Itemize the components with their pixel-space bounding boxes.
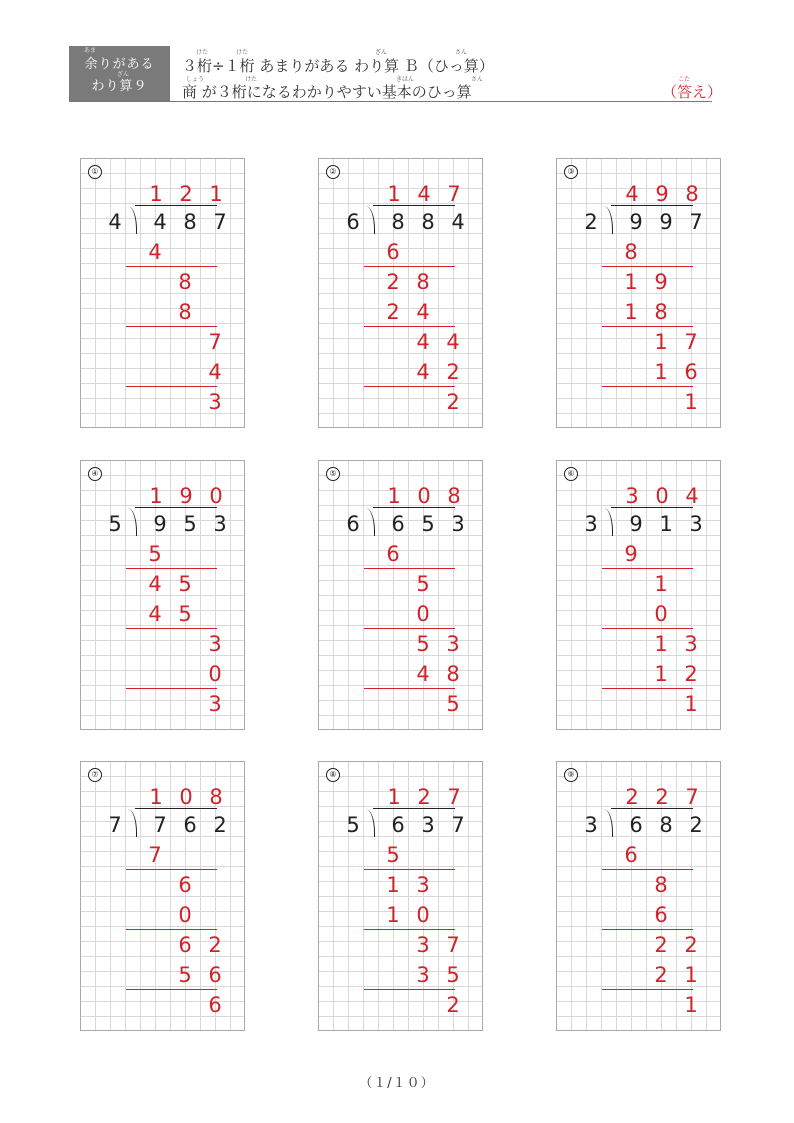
worksheet-title: ３桁÷１桁 あまりがある わり算 Ｂ（ひっ算） xyxy=(182,57,494,75)
dividend-digit: 2 xyxy=(689,813,703,837)
quotient-digit: 4 xyxy=(625,182,639,206)
subtraction-line xyxy=(364,989,455,990)
division-overline xyxy=(373,507,455,508)
problem-5 xyxy=(318,460,483,730)
title-ruby-zan: ざん xyxy=(375,49,388,56)
work-digit: 1 xyxy=(654,360,668,384)
work-digit: 8 xyxy=(624,240,638,264)
dividend-digit: 6 xyxy=(391,512,405,536)
work-digit: 5 xyxy=(386,843,400,867)
work-digit: 2 xyxy=(446,993,460,1017)
work-digit: 4 xyxy=(446,330,460,354)
work-digit: 5 xyxy=(416,572,430,596)
work-digit: 7 xyxy=(208,330,222,354)
divisor: 6 xyxy=(346,210,360,234)
work-digit: 4 xyxy=(148,572,162,596)
subtitle-ruby-san: さん xyxy=(471,76,484,83)
quotient-digit: 0 xyxy=(179,785,193,809)
worksheet-subtitle: 商 が３桁になるわかりやすい基本のひっ算 xyxy=(182,83,472,101)
dividend-digit: 7 xyxy=(689,210,703,234)
work-digit: 2 xyxy=(654,933,668,957)
problem-number: ④ xyxy=(88,467,102,481)
work-digit: 7 xyxy=(684,330,698,354)
quotient-digit: 1 xyxy=(209,182,223,206)
work-digit: 2 xyxy=(654,963,668,987)
quotient-digit: 9 xyxy=(179,484,193,508)
subtraction-line xyxy=(364,326,455,327)
dividend-digit: 8 xyxy=(391,210,405,234)
work-digit: 6 xyxy=(654,903,668,927)
work-digit: 5 xyxy=(178,572,192,596)
problem-number: ⑥ xyxy=(564,467,578,481)
quotient-digit: 1 xyxy=(387,182,401,206)
problem-3 xyxy=(556,158,721,428)
problem-7 xyxy=(80,761,245,1031)
subtraction-line xyxy=(126,568,217,569)
dividend-digit: 7 xyxy=(451,813,465,837)
work-digit: 2 xyxy=(386,270,400,294)
work-digit: 6 xyxy=(684,360,698,384)
subtitle-ruby-kihon: きほん xyxy=(396,76,415,83)
division-overline xyxy=(611,808,693,809)
work-digit: 2 xyxy=(446,360,460,384)
answer-ruby-kota: こた xyxy=(678,76,691,83)
dividend-digit: 5 xyxy=(421,512,435,536)
work-digit: 8 xyxy=(654,873,668,897)
work-digit: 1 xyxy=(654,632,668,656)
quotient-digit: 1 xyxy=(387,785,401,809)
dividend-digit: 9 xyxy=(629,210,643,234)
division-bracket xyxy=(604,206,613,234)
subtraction-line xyxy=(602,929,693,930)
title-ruby-keta-2: けた xyxy=(236,49,249,56)
badge-ruby-zan: ざん xyxy=(117,71,130,78)
work-digit: 4 xyxy=(416,300,430,324)
work-digit: 1 xyxy=(386,903,400,927)
work-digit: 0 xyxy=(416,602,430,626)
subtraction-line xyxy=(126,628,217,629)
problem-number: ① xyxy=(88,165,102,179)
problem-4 xyxy=(80,460,245,730)
work-digit: 3 xyxy=(684,632,698,656)
work-digit: 8 xyxy=(416,270,430,294)
work-digit: 5 xyxy=(178,963,192,987)
work-digit: 1 xyxy=(684,390,698,414)
quotient-digit: 7 xyxy=(685,785,699,809)
division-overline xyxy=(135,808,217,809)
quotient-digit: 0 xyxy=(417,484,431,508)
problem-number: ⑨ xyxy=(564,768,578,782)
work-digit: 3 xyxy=(208,632,222,656)
work-digit: 1 xyxy=(386,873,400,897)
work-digit: 5 xyxy=(148,542,162,566)
dividend-digit: 9 xyxy=(629,512,643,536)
work-digit: 8 xyxy=(178,270,192,294)
division-bracket xyxy=(128,809,137,837)
work-digit: 0 xyxy=(416,903,430,927)
dividend-digit: 9 xyxy=(153,512,167,536)
subtitle-ruby-keta: けた xyxy=(245,76,258,83)
work-digit: 0 xyxy=(654,602,668,626)
subtraction-line xyxy=(364,628,455,629)
subtraction-line xyxy=(602,989,693,990)
work-digit: 8 xyxy=(654,300,668,324)
work-digit: 3 xyxy=(416,933,430,957)
work-digit: 4 xyxy=(208,360,222,384)
work-digit: 4 xyxy=(148,602,162,626)
subtraction-line xyxy=(126,989,217,990)
work-digit: 1 xyxy=(684,963,698,987)
quotient-digit: 9 xyxy=(655,182,669,206)
subtraction-line xyxy=(364,568,455,569)
division-bracket xyxy=(604,508,613,536)
problem-9 xyxy=(556,761,721,1031)
work-digit: 9 xyxy=(654,270,668,294)
problem-number: ⑦ xyxy=(88,768,102,782)
division-overline xyxy=(611,507,693,508)
divisor: 4 xyxy=(108,210,122,234)
quotient-digit: 8 xyxy=(685,182,699,206)
subtraction-line xyxy=(364,386,455,387)
work-digit: 0 xyxy=(178,903,192,927)
dividend-digit: 5 xyxy=(183,512,197,536)
division-overline xyxy=(611,205,693,206)
work-digit: 2 xyxy=(684,933,698,957)
divisor: 3 xyxy=(584,813,598,837)
header-rule xyxy=(69,101,712,102)
dividend-digit: 8 xyxy=(659,813,673,837)
dividend-digit: 4 xyxy=(451,210,465,234)
division-bracket xyxy=(128,508,137,536)
problem-1 xyxy=(80,158,245,428)
problem-number: ② xyxy=(326,165,340,179)
work-digit: 5 xyxy=(416,632,430,656)
dividend-digit: 7 xyxy=(153,813,167,837)
work-digit: 3 xyxy=(208,390,222,414)
work-digit: 7 xyxy=(148,843,162,867)
division-overline xyxy=(373,205,455,206)
quotient-digit: 1 xyxy=(149,182,163,206)
work-digit: 2 xyxy=(684,662,698,686)
work-digit: 1 xyxy=(684,692,698,716)
dividend-digit: 8 xyxy=(183,210,197,234)
quotient-digit: 2 xyxy=(179,182,193,206)
work-digit: 6 xyxy=(178,933,192,957)
work-digit: 3 xyxy=(446,632,460,656)
division-overline xyxy=(135,205,217,206)
quotient-digit: 2 xyxy=(625,785,639,809)
work-digit: 4 xyxy=(416,662,430,686)
divisor: 7 xyxy=(108,813,122,837)
quotient-digit: 1 xyxy=(149,484,163,508)
work-digit: 6 xyxy=(386,240,400,264)
divisor: 5 xyxy=(346,813,360,837)
work-digit: 6 xyxy=(178,873,192,897)
work-digit: 5 xyxy=(178,602,192,626)
work-digit: 2 xyxy=(386,300,400,324)
subtraction-line xyxy=(126,386,217,387)
work-digit: 8 xyxy=(446,662,460,686)
work-digit: 1 xyxy=(654,330,668,354)
problem-2 xyxy=(318,158,483,428)
subtraction-line xyxy=(364,266,455,267)
work-digit: 1 xyxy=(654,662,668,686)
work-digit: 6 xyxy=(208,963,222,987)
work-digit: 3 xyxy=(416,873,430,897)
quotient-digit: 2 xyxy=(417,785,431,809)
work-digit: 3 xyxy=(208,692,222,716)
subtraction-line xyxy=(602,386,693,387)
work-digit: 8 xyxy=(178,300,192,324)
problem-number: ③ xyxy=(564,165,578,179)
work-digit: 7 xyxy=(446,933,460,957)
subtitle-ruby-shou: しょう xyxy=(186,76,205,83)
dividend-digit: 3 xyxy=(213,512,227,536)
work-digit: 5 xyxy=(446,692,460,716)
work-digit: 9 xyxy=(624,542,638,566)
work-digit: 3 xyxy=(416,963,430,987)
work-digit: 6 xyxy=(624,843,638,867)
badge-line-1: 余りがある xyxy=(84,57,155,72)
work-digit: 1 xyxy=(654,572,668,596)
subtraction-line xyxy=(126,869,217,870)
work-digit: 0 xyxy=(208,662,222,686)
division-bracket xyxy=(366,206,375,234)
division-bracket xyxy=(604,809,613,837)
work-digit: 1 xyxy=(684,993,698,1017)
subtraction-line xyxy=(126,929,217,930)
dividend-digit: 9 xyxy=(659,210,673,234)
subtraction-line xyxy=(602,568,693,569)
quotient-digit: 2 xyxy=(655,785,669,809)
subtraction-line xyxy=(602,869,693,870)
dividend-digit: 2 xyxy=(213,813,227,837)
work-digit: 1 xyxy=(624,300,638,324)
problem-number: ⑧ xyxy=(326,768,340,782)
subtraction-line xyxy=(364,929,455,930)
work-digit: 4 xyxy=(416,360,430,384)
divisor: 6 xyxy=(346,512,360,536)
quotient-digit: 1 xyxy=(149,785,163,809)
work-digit: 4 xyxy=(416,330,430,354)
quotient-digit: 7 xyxy=(447,182,461,206)
quotient-digit: 4 xyxy=(417,182,431,206)
page-indicator: （１/１０） xyxy=(359,1076,435,1091)
badge-ruby-ama: あま xyxy=(84,47,97,54)
title-ruby-keta-1: けた xyxy=(196,49,209,56)
quotient-digit: 4 xyxy=(685,484,699,508)
dividend-digit: 1 xyxy=(659,512,673,536)
work-digit: 6 xyxy=(208,993,222,1017)
dividend-digit: 6 xyxy=(629,813,643,837)
work-digit: 2 xyxy=(446,390,460,414)
subtraction-line xyxy=(126,266,217,267)
divisor: 5 xyxy=(108,512,122,536)
divisor: 3 xyxy=(584,512,598,536)
subtraction-line xyxy=(602,326,693,327)
work-digit: 4 xyxy=(148,240,162,264)
subtraction-line xyxy=(602,266,693,267)
quotient-digit: 7 xyxy=(447,785,461,809)
subtraction-line xyxy=(126,688,217,689)
division-bracket xyxy=(366,508,375,536)
quotient-digit: 1 xyxy=(387,484,401,508)
subtraction-line xyxy=(126,326,217,327)
dividend-digit: 6 xyxy=(183,813,197,837)
problem-6 xyxy=(556,460,721,730)
subtraction-line xyxy=(602,628,693,629)
badge-line-2: わり算９ xyxy=(91,79,148,94)
division-bracket xyxy=(128,206,137,234)
dividend-digit: 4 xyxy=(153,210,167,234)
subtraction-line xyxy=(364,688,455,689)
dividend-digit: 3 xyxy=(689,512,703,536)
subtraction-line xyxy=(364,869,455,870)
dividend-digit: 3 xyxy=(451,512,465,536)
dividend-digit: 3 xyxy=(421,813,435,837)
work-digit: 5 xyxy=(446,963,460,987)
problem-8 xyxy=(318,761,483,1031)
dividend-digit: 8 xyxy=(421,210,435,234)
division-overline xyxy=(135,507,217,508)
quotient-digit: 0 xyxy=(655,484,669,508)
dividend-digit: 7 xyxy=(213,210,227,234)
subtraction-line xyxy=(602,688,693,689)
answer-sheet-label: （答え） xyxy=(662,83,723,101)
work-digit: 1 xyxy=(624,270,638,294)
problem-number: ⑤ xyxy=(326,467,340,481)
work-digit: 2 xyxy=(208,933,222,957)
quotient-digit: 0 xyxy=(209,484,223,508)
quotient-digit: 8 xyxy=(209,785,223,809)
division-overline xyxy=(373,808,455,809)
division-bracket xyxy=(366,809,375,837)
work-digit: 6 xyxy=(386,542,400,566)
divisor: 2 xyxy=(584,210,598,234)
dividend-digit: 6 xyxy=(391,813,405,837)
title-ruby-san-1: さん xyxy=(455,49,468,56)
quotient-digit: 3 xyxy=(625,484,639,508)
quotient-digit: 8 xyxy=(447,484,461,508)
